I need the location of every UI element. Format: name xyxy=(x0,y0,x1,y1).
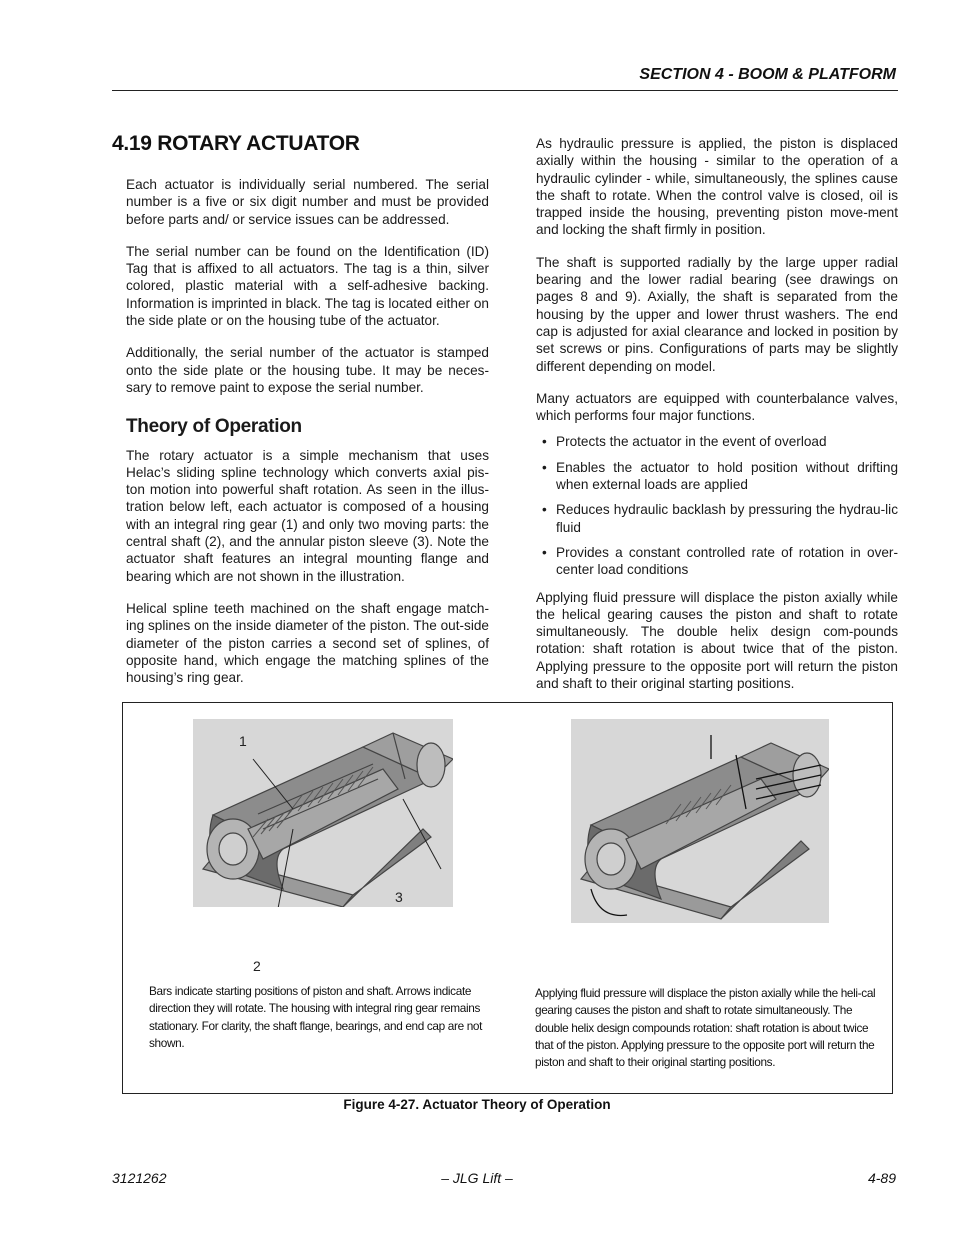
list-item: • Protects the actuator in the event of overload xyxy=(536,433,898,450)
paragraph: The shaft is supported radially by the large upper radial bearing and the lower radial bearing (see drawings on pages 8 and 9). Axially, the shaft is separated from the housing by the upper and lower thrust washers. The end cap is adjusted for axial clearance and locked in position by set screws or pins. Configurations of parts may be slightly different depending on model. xyxy=(536,254,898,374)
footer-page-number: 4-89 xyxy=(867,1170,896,1186)
footer-doc-number: 3121262 xyxy=(112,1170,167,1186)
left-column xyxy=(126,176,489,701)
footer-center: – JLG Lift – xyxy=(441,1170,513,1186)
header-rule xyxy=(112,90,898,91)
paragraph: As hydraulic pressure is applied, the piston is displaced axially within the housing - similar to the operation of a hydraulic cylinder - while, simultaneously, the splines cause the shaft to rotate. When the control valve is closed, oil is trapped inside the housing, preventing piston move-ment and locking the shaft firmly in position. xyxy=(536,136,898,238)
list-item: • Reduces hydraulic backlash by pressuring the hydrau-lic fluid xyxy=(536,501,898,536)
paragraph: Each actuator is individually serial numbered. The serial number is a five or six digit number and must be provided before parts and/ or service issues can be addressed. xyxy=(126,177,489,227)
paragraph: Many actuators are equipped with counterbalance valves, which performs four major functions. xyxy=(536,390,898,424)
actuator-cutaway-illustration xyxy=(193,719,453,907)
paragraph: Additionally, the serial number of the actuator is stamped onto the side plate or the housing tube. It may be neces-sary to remove paint to expose the serial number. xyxy=(126,345,489,395)
bullet-list xyxy=(536,433,898,578)
callout-2: 2 xyxy=(253,958,261,974)
section-header: SECTION 4 - BOOM & PLATFORM xyxy=(639,66,896,83)
callout-1: 1 xyxy=(239,733,247,749)
list-item: • Provides a constant controlled rate of rotation in over-center load conditions xyxy=(536,544,898,579)
paragraph: The rotary actuator is a simple mechanism that uses Helac’s sliding spline technology which converts axial pis-ton motion into powerful shaft rotation. As seen in the illus-tration below left, each actuator is composed of a housing with an integral ring gear (1) and only two moving parts: the central shaft (2), and the annular piston sleeve (3). Note the actuator shaft features an integral mounting flange and bearing which are not shown in the illustration. xyxy=(126,447,489,584)
figure-title: Figure 4-27. Actuator Theory of Operation xyxy=(343,1097,611,1112)
figure-box xyxy=(122,702,893,1094)
subheading-theory: Theory of Operation xyxy=(126,416,302,438)
paragraph: The serial number can be found on the Identification (ID) Tag that is affixed to all actuators. The tag is a thin, silver colored, plastic material with a self-adhesive backing. Information is imprinted in black. The tag is located either on the side plate or on the housing tube of the actuator. xyxy=(126,243,489,329)
figure-caption-left: Bars indicate starting positions of piston and shaft. Arrows indicate direction they will rotate. The housing with integral ring gear remains stationary. For clarity, the shaft flange, bearings, and end cap are not shown. xyxy=(149,984,483,1050)
actuator-pressure-illustration xyxy=(571,719,829,923)
list-item: • Enables the actuator to hold position without drifting when external loads are applied xyxy=(536,459,898,494)
figure-caption-right: Applying fluid pressure will displace the piston axially while the heli-cal gearing causes the piston and shaft to rotate simultaneously. The double helix design compounds rotation: shaft rotation is about twice that of the piston. Applying pressure to the opposite port will return the piston and shaft to their original starting positions. xyxy=(535,986,876,1070)
paragraph: Helical spline teeth machined on the shaft engage match-ing splines on the inside diameter of the piston. The out-side diameter of the piston carries a second set of splines, of opposite hand, which engage the matching splines of the housing’s ring gear. xyxy=(126,600,489,686)
right-column xyxy=(536,135,898,707)
paragraph: Applying fluid pressure will displace the piston axially while the helical gearing causes the piston and shaft to rotate simultaneously. The double helix design com-pounds rotation: shaft rotation is about twice that of the piston. Applying pressure to the opposite port will return the piston and shaft to their original starting positions. xyxy=(536,589,898,692)
section-title: 4.19 ROTARY ACTUATOR xyxy=(112,132,360,155)
callout-3: 3 xyxy=(395,889,403,905)
